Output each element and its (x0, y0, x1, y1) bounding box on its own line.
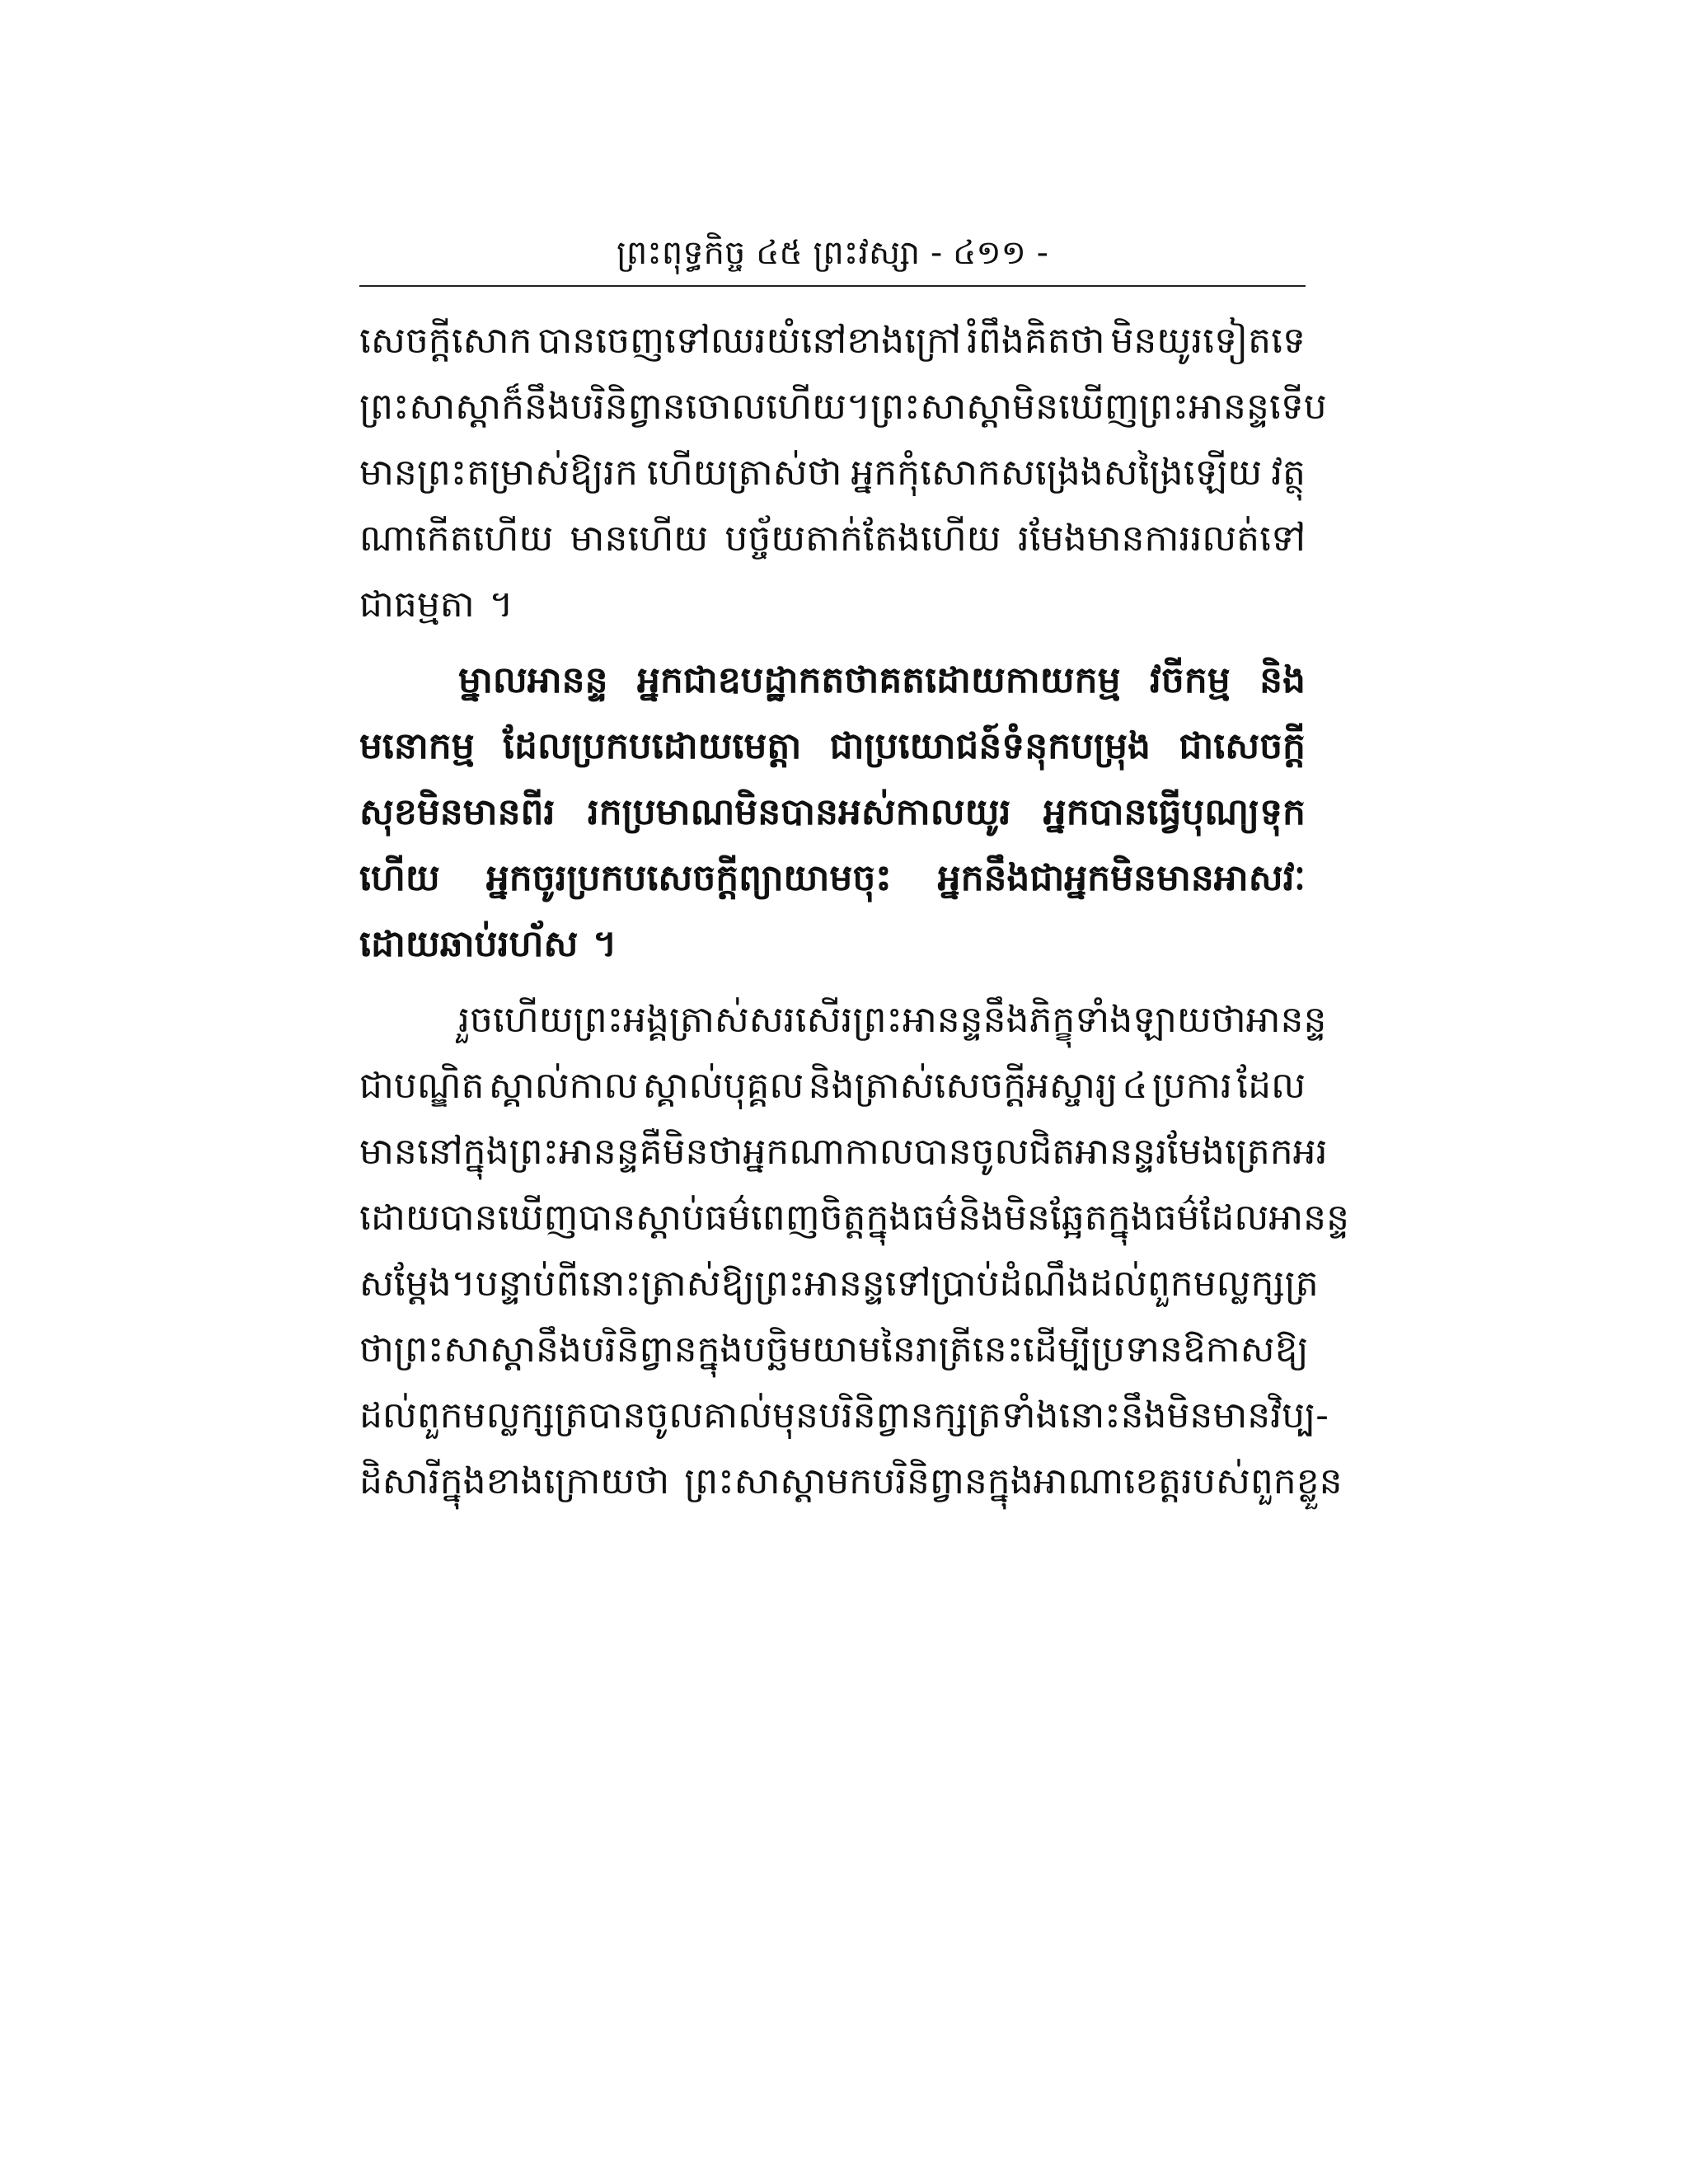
text-word: រមែងត្រេកអរ (1155, 1131, 1328, 1173)
paragraph (359, 312, 1327, 641)
text-line (359, 377, 1327, 443)
text-word: ហើយត្រាស់ថា (646, 452, 842, 494)
text-word: ណាកើតហើយ (359, 518, 554, 560)
text-word: ថា (359, 1329, 394, 1371)
text-word: មានព្រះតម្រាស់ឱ្យរក (359, 452, 638, 494)
text-word: ក្សត្រទាំងនោះនឹងមិនមាន (933, 1394, 1271, 1436)
text-word: គឺមិនថាអ្នកណា (639, 1131, 845, 1173)
text-word: ។ (489, 583, 513, 626)
text-line (359, 849, 1306, 915)
text-line (359, 783, 1306, 849)
text-word: អ្នកជាឧបដ្ឋាកតថាគតដោយកាយកម្ម (636, 659, 1121, 701)
text-word: ដល់ពួកមល្លក្សត្រ (359, 1394, 588, 1436)
text-word: ស្គាល់បុគ្គល (642, 1065, 804, 1107)
text-word: មិនយូរទៀតទេ (1110, 320, 1306, 362)
text-line (359, 1057, 1306, 1122)
text-word: ទើប (1268, 386, 1327, 428)
text-word: ព្រះអង្គត្រាស់សរសើរព្រះអានន្ទនឹងភិក្ខុទាំងឡាយថា (573, 999, 1246, 1041)
text-word: កាលបានចូលជិតអានន្ទ (844, 1131, 1156, 1173)
text-word: មនោកម្ម (359, 725, 475, 767)
text-line (359, 651, 1306, 717)
text-word: និងមិនឆ្អែតក្នុងធម៌ដែលអានន្ទ (958, 1197, 1349, 1239)
text-word: អ្នកនឹងជាអ្នកមិនមានអាសវៈ (937, 857, 1306, 899)
text-word: រកប្រមាណមិនបានអស់កាលយូរ (587, 791, 1011, 833)
text-word: មានហើយ (570, 518, 709, 560)
text-word: បានស្តាប់ធម៌ពេញចិត្តក្នុងធម៌ (578, 1197, 959, 1239)
text-word: ជាប្រយោជន៍ទំនុកបម្រុង (829, 725, 1151, 767)
text-word: មិនឃើញព្រះអានន្ទ (1012, 386, 1269, 428)
text-word: បានចេញទៅឈរយំនៅខាងក្រៅ (537, 320, 962, 362)
body-text (359, 312, 1349, 1528)
text-word: ។ (593, 923, 617, 965)
text-line (359, 443, 1306, 509)
text-word: វចីកម្ម (1149, 659, 1231, 701)
text-word: ព្រះសាស្តាមកបរិនិព្វានក្នុងអាណាខេត្តរបស់ពួកខ្លួន (684, 1460, 1343, 1502)
text-word: ប្រការ (1151, 1065, 1232, 1107)
text-word: ព្រះសាស្តាក៏នឹងបរិនិព្វានចោលហើយ (359, 386, 847, 428)
text-word: ។ (846, 386, 871, 428)
text-line (359, 575, 1306, 641)
text-word: មាននៅក្នុងព្រះអានន្ទ (359, 1131, 640, 1173)
text-word: រមែងមានការរលត់ទៅ (1017, 518, 1306, 560)
text-word: ដិសារីក្នុងខាងក្រោយថា (359, 1460, 670, 1502)
text-word: ។ (451, 1263, 476, 1305)
text-word: អ្នកចូរប្រកបសេចក្តីព្យាយាមចុះ (485, 857, 892, 899)
text-word: ដែល (1236, 1065, 1306, 1107)
header-rule (359, 285, 1306, 287)
text-line (359, 312, 1306, 377)
text-line (359, 1122, 1328, 1188)
text-word: ព្រះសាស្តា (870, 386, 1013, 428)
text-word: ដោយឆាប់រហ័ស (359, 923, 579, 965)
text-word: សេចក្តីសោក (359, 320, 532, 362)
text-word: ស្គាល់កាល (488, 1065, 639, 1107)
text-word: បានចូលគាល់មុនបរិនិព្វាន (588, 1394, 934, 1436)
text-word: និង (1259, 659, 1306, 701)
text-line (359, 1254, 1319, 1320)
text-line (359, 1386, 1329, 1452)
text-word: ដើម្បីប្រទានឱកាសឱ្យ (1023, 1329, 1309, 1371)
text-word: រួចហើយ (458, 999, 574, 1041)
text-word: បន្ទាប់ពីនោះ (475, 1263, 641, 1305)
text-word: សម្តែង (359, 1263, 452, 1305)
text-word: បច្ច័យតាក់តែងហើយ (724, 518, 1001, 560)
text-word: ហើយ (359, 857, 440, 899)
text-word: និងត្រាស់សេចក្តីអស្ចារ្យ (808, 1065, 1118, 1107)
text-word: ៤ (1122, 1065, 1148, 1107)
text-word: ជាសេចក្តី (1179, 725, 1306, 767)
text-word: អ្នកកុំសោកសង្រេងសង្រៃឡើយ (851, 452, 1263, 494)
text-word: សុខមិនមានពីរ (359, 791, 556, 833)
text-word: ដែលប្រកបដោយមេត្តា (503, 725, 802, 767)
paragraph (359, 651, 1306, 981)
text-word: ម្នាលអានន្ទ (458, 659, 608, 701)
text-word: ជាបណ្ឌិត (359, 1065, 485, 1107)
text-word: រំពឹងគិតថា (966, 320, 1105, 362)
text-line (359, 509, 1306, 575)
text-line (359, 1320, 1309, 1386)
text-word: ដោយបានឃើញ (359, 1197, 579, 1239)
text-word: អានន្ទ (1245, 999, 1327, 1041)
text-word: ត្រាស់ឱ្យព្រះអានន្ទទៅប្រាប់ដំណឹងដល់ពួកមល្លក្សត្រ (640, 1263, 1319, 1305)
text-line (359, 1188, 1349, 1254)
text-word: វិប្ប- (1270, 1394, 1329, 1436)
text-word: ជាធម្មតា (359, 583, 475, 626)
text-word: អ្នកបានធ្វើបុណ្យទុក (1043, 791, 1306, 833)
text-line (359, 717, 1306, 783)
text-line (359, 991, 1327, 1057)
text-word: វត្ថុ (1271, 452, 1306, 494)
text-line (359, 1452, 1343, 1518)
paragraph (359, 991, 1349, 1518)
running-header: ព្រះពុទ្ធកិច្ច ៤៥ ព្រះវស្សា - ៤១១ - (616, 234, 1049, 272)
text-word: ព្រះសាស្តានឹងបរិនិព្វានក្នុងបច្ឆិមយាមនៃរាត្រីនេះ (393, 1329, 1024, 1371)
text-line (359, 915, 1306, 981)
